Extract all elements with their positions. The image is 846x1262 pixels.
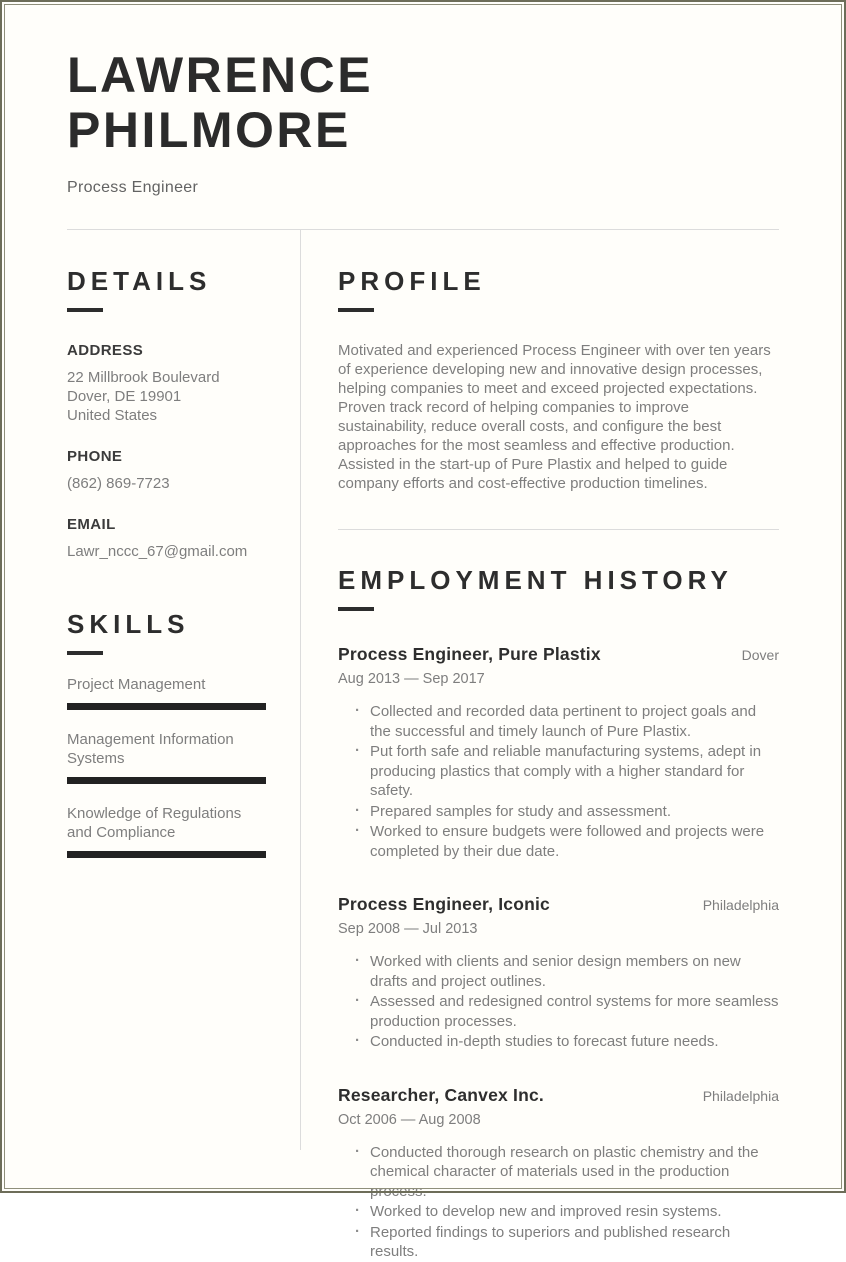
- job-bullets: [338, 702, 779, 861]
- profile-heading: PROFILE: [338, 266, 486, 296]
- job-dates: Sep 2008 — Jul 2013: [338, 921, 478, 937]
- skill-label: Knowledge of Regulations and Compliance: [67, 805, 242, 841]
- job-header: [338, 1085, 779, 1106]
- page-content: [67, 0, 779, 1260]
- job-bullet: · Assessed and redesigned control systems for more seamless production processes.: [355, 992, 779, 1031]
- person-name: LAWRENCE PHILMORE: [67, 47, 374, 158]
- job-location: Philadelphia: [702, 1087, 779, 1104]
- skills-heading: SKILLS: [67, 609, 190, 639]
- person-job-title: Process Engineer: [67, 179, 199, 196]
- job-bullets: [338, 1143, 779, 1262]
- employment-heading-rule: [338, 607, 374, 611]
- job-header: [338, 894, 779, 915]
- section-divider: [338, 529, 779, 530]
- job-bullet: · Prepared samples for study and assessment.: [355, 802, 779, 822]
- skill-level-bar: [67, 777, 266, 784]
- profile-heading-rule: [338, 308, 374, 312]
- job-bullet: · Collected and recorded data pertinent to project goals and the successful and timely launch of Pure Plastix.: [355, 702, 779, 741]
- profile-section: [338, 266, 779, 493]
- phone-label: PHONE: [67, 448, 123, 465]
- job-dates: Oct 2006 — Aug 2008: [338, 1111, 481, 1128]
- job-entry: [338, 894, 779, 1052]
- address-line: 22 Millbrook Boulevard: [67, 369, 220, 386]
- address-value: [67, 368, 266, 425]
- email-value: Lawr_nccc_67@gmail.com: [67, 543, 248, 560]
- job-title: Process Engineer, Pure Plastix: [338, 644, 601, 664]
- skill-level-bar: [67, 703, 266, 710]
- address-line: United States: [67, 407, 158, 424]
- job-bullet: · Put forth safe and reliable manufacturing systems, adept in producing plastics that comply with a higher standard for safety.: [355, 742, 779, 801]
- job-bullet: · Worked with clients and senior design members on new drafts and project outlines.: [355, 952, 779, 991]
- job-header: [338, 644, 779, 665]
- skill-label: Management Information Systems: [67, 731, 234, 767]
- phone-value: (862) 869-7723: [67, 475, 170, 492]
- skill-item: [67, 730, 266, 784]
- address-label: ADDRESS: [67, 342, 144, 359]
- columns: [67, 229, 779, 1260]
- job-bullets: [338, 952, 779, 1052]
- skill-level-bar: [67, 851, 266, 858]
- job-title: Researcher, Canvex Inc.: [338, 1084, 544, 1105]
- details-heading-rule: [67, 308, 103, 312]
- skills-heading-rule: [67, 651, 103, 655]
- details-heading: DETAILS: [67, 266, 212, 296]
- job-bullet: · Worked to develop new and improved resin systems.: [355, 1202, 779, 1222]
- job-bullet: · Conducted thorough research on plastic chemistry and the chemical character of materials used in the production process.: [355, 1143, 779, 1202]
- employment-heading: EMPLOYMENT HISTORY: [338, 565, 733, 595]
- skill-label: Project Management: [67, 676, 206, 693]
- job-bullet: · Worked to ensure budgets were followed and projects were completed by their due date.: [355, 822, 779, 861]
- job-entry: [338, 1085, 779, 1262]
- job-dates: Aug 2013 — Sep 2017: [338, 671, 485, 687]
- job-location: Dover: [741, 647, 779, 663]
- header: [67, 0, 779, 197]
- profile-text: Motivated and experienced Process Engineer with over ten years of experience developing new and innovative design processes, helping companies to meet and exceed projected expectations. Proven track record of helping companies to improve sustainability, reduce overall costs, and configure the best approaches for the most seamless and effective production. Assisted in the start-up of Pure Plastix and helped to guide company efforts and cost-effective production timelines.: [338, 342, 771, 492]
- job-location: Philadelphia: [702, 897, 779, 913]
- skill-item: [67, 675, 266, 710]
- job-title: Process Engineer, Iconic: [338, 894, 550, 914]
- employment-section: [338, 565, 779, 1262]
- email-label: EMAIL: [67, 516, 116, 533]
- details-section: [67, 266, 266, 561]
- job-bullet: · Conducted in-depth studies to forecast future needs.: [355, 1032, 779, 1052]
- skills-section: [67, 609, 266, 858]
- main-column: [301, 230, 779, 1260]
- sidebar-column: [67, 230, 301, 1150]
- address-line: Dover, DE 19901: [67, 388, 182, 405]
- job-entry: [338, 644, 779, 861]
- skill-item: [67, 804, 266, 858]
- job-bullet: · Reported findings to superiors and published research results.: [355, 1223, 779, 1262]
